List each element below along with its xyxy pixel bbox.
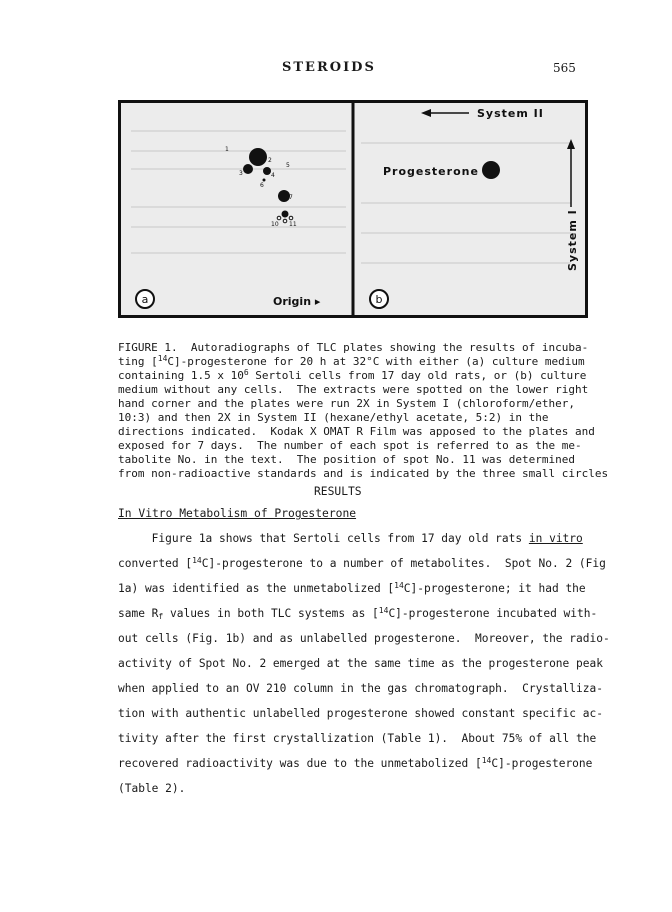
body-line: converted [$^{14}$C]-progesterone to a number of metabolites. Spot No. 2 (Fig <box>118 556 606 570</box>
body-line: recovered radioactivity was due to the unmetabolized [$^{14}$C]-progesterone <box>118 756 593 770</box>
caption-line: medium without any cells. The extracts were spotted on the lower right <box>118 383 589 396</box>
caption-line: ting [$^{14}$C]-progesterone for 20 h at 32°C with either (a) culture medium <box>118 354 585 368</box>
spot-label-11: 11 <box>289 221 297 228</box>
spot-label-6: 6 <box>260 182 264 189</box>
body-line: out cells (Fig. 1b) and as unlabelled progesterone. Moreover, the radio- <box>118 632 610 645</box>
page-number: 565 <box>553 61 576 75</box>
journal-title: STEROIDS <box>282 60 376 75</box>
caption-line: directions indicated. Kodak X OMAT R Film was apposed to the plates and <box>118 425 595 438</box>
body-line: activity of Spot No. 2 emerged at the same time as the progesterone peak <box>118 657 603 670</box>
origin-label: Origin ▸ <box>273 295 321 308</box>
panel-a-label: a <box>141 293 149 306</box>
spot-4 <box>263 167 271 175</box>
body-line: Figure 1a shows that Sertoli cells from 17 day old rats in vitro <box>118 532 583 545</box>
spot-label-4: 4 <box>271 172 275 179</box>
progesterone-label: Progesterone <box>383 165 479 178</box>
section-heading: RESULTS <box>314 485 362 498</box>
caption-line: from non-radioactive standards and is indicated by the three small circles <box>118 467 609 480</box>
spot-3 <box>243 164 253 174</box>
spot-10 <box>282 211 289 218</box>
spot-label-1: 1 <box>225 146 229 153</box>
caption-line: containing 1.5 x $10^6$ Sertoli cells from 17 day old rats, or (b) culture <box>118 368 587 382</box>
body-line: tion with authentic unlabelled progesterone showed constant specific ac- <box>118 707 603 720</box>
spot-label-2: 2 <box>268 157 272 164</box>
body-line: 1a) was identified as the unmetabolized [$^{14}$C]-progesterone; it had the <box>118 581 586 595</box>
figure-graphic <box>121 103 585 315</box>
caption-line: hand corner and the plates were run 2X in System I (chloroform/ether, <box>118 397 575 410</box>
spot-2 <box>249 148 267 166</box>
body-line: (Table 2). <box>118 782 186 795</box>
panel-b-label: b <box>375 293 383 306</box>
spot-label-10: 10 <box>271 221 279 228</box>
body-line: tivity after the first crystallization (Table 1). About 75% of all the <box>118 732 597 745</box>
caption-line: exposed for 7 days. The number of each spot is referred to as the me- <box>118 439 582 452</box>
body-line: when applied to an OV 210 column in the gas chromatograph. Crystalliza- <box>118 682 603 695</box>
caption-line: tabolite No. in the text. The position of spot No. 11 was determined <box>118 453 575 466</box>
spot-label-7: 7 <box>289 194 293 201</box>
caption-line: 10:3) and then 2X in System II (hexane/ethyl acetate, 5:2) in the <box>118 411 549 424</box>
spot-label-5: 5 <box>286 162 290 169</box>
system-ii-label: System II <box>477 107 544 120</box>
body-line: same $R_f$ values in both TLC systems as [$^{14}$C]-progesterone incubated with- <box>118 606 598 621</box>
subheading: In Vitro Metabolism of Progesterone <box>118 507 357 520</box>
spot-label-3: 3 <box>239 170 243 177</box>
system-i-label: System I <box>566 209 579 271</box>
progesterone-spot <box>482 161 500 179</box>
figure-1-autoradiographs <box>118 100 588 318</box>
caption-line: FIGURE 1. Autoradiographs of TLC plates showing the results of incuba- <box>118 341 589 354</box>
